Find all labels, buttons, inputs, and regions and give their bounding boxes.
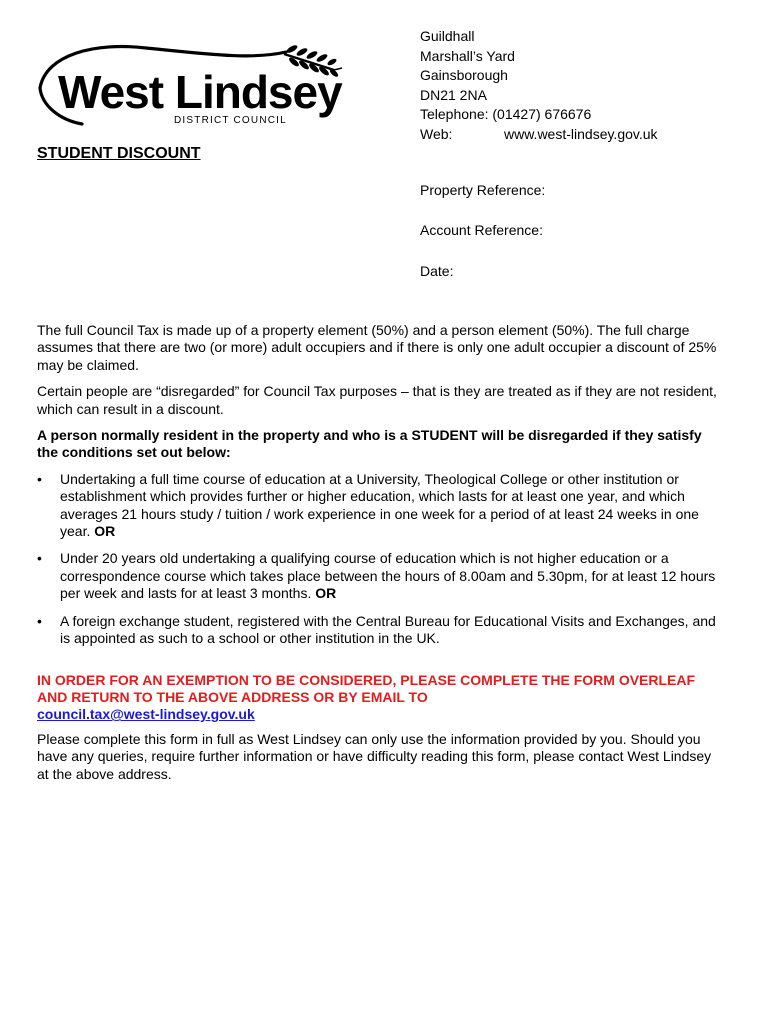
condition-text: Under 20 years old undertaking a qualifying course of education which is not higher education or a correspondence course which takes place between the hours of 8.00am and 5.30pm, for at least 12 hours per week and lasts for at least 3 months.: [60, 550, 716, 602]
closing-paragraph: Please complete this form in full as West Lindsey can only use the information provided by you. Should you have any queries, require further information or have difficulty reading this form, please contact West Lindsey at the above address.: [37, 730, 712, 782]
address-line: Gainsborough: [420, 67, 508, 84]
list-item: [37, 550, 717, 602]
bullet-icon: •: [37, 470, 42, 487]
intro-paragraph: Certain people are “disregarded” for Council Tax purposes – that is they are treated as if they are not resident, which can result in a discount.: [37, 383, 717, 417]
logo-graphic: [36, 40, 346, 140]
web-label: Web:: [420, 125, 453, 142]
exemption-notice: [37, 672, 717, 724]
condition-text: A foreign exchange student, registered with the Central Bureau for Educational Visits and Exchanges, and is appointed as such to a school or other institution in the UK.: [60, 612, 716, 647]
logo-wordmark: West Lindsey: [58, 66, 342, 118]
address-line: Marshall’s Yard: [420, 47, 515, 64]
condition-text: Undertaking a full time course of education at a University, Theological College or other institution or establishment which provides further or higher education, which lasts for at least one year, and which averages 21 hours study / tuition / work experience in one week for a period of at least 24 weeks in one year.: [60, 470, 699, 540]
logo-subtitle: DISTRICT COUNCIL: [174, 115, 287, 126]
condition-suffix: OR: [94, 523, 116, 540]
telephone-line: Telephone: (01427) 676676: [420, 106, 592, 123]
bullet-icon: •: [37, 550, 42, 567]
notice-text: IN ORDER FOR AN EXEMPTION TO BE CONSIDERED, PLEASE COMPLETE THE FORM OVERLEAF AND RETURN TO THE ABOVE ADDRESS OR BY EMAIL TO: [37, 671, 696, 705]
intro-paragraph: The full Council Tax is made up of a property element (50%) and a person element (50%). The full charge assumes that there are two (or more) adult occupiers and if there is only one adult occupier a discount of 25% may be claimed.: [37, 322, 717, 373]
document-body: [37, 322, 717, 792]
list-item: [37, 613, 717, 648]
conditions-list: [37, 471, 717, 648]
document-title: STUDENT DISCOUNT: [37, 145, 201, 162]
property-reference-label: Property Reference:: [420, 182, 546, 198]
council-address: [420, 27, 658, 145]
date-label: Date:: [420, 263, 454, 279]
bullet-icon: •: [37, 612, 42, 629]
condition-suffix: OR: [315, 585, 337, 602]
account-reference-label: Account Reference:: [420, 222, 543, 238]
web-url: www.west-lindsey.gov.uk: [504, 125, 658, 142]
council-logo: [36, 40, 346, 140]
reference-fields: [420, 180, 545, 281]
address-line: DN21 2NA: [420, 86, 487, 103]
web-line: [420, 125, 658, 145]
list-item: [37, 471, 717, 541]
conditions-heading: A person normally resident in the property and who is a STUDENT will be disregarded if they satisfy the conditions set out below:: [37, 427, 702, 461]
address-line: Guildhall: [420, 28, 475, 44]
email-link[interactable]: council.tax@west-lindsey.gov.uk: [37, 706, 255, 723]
